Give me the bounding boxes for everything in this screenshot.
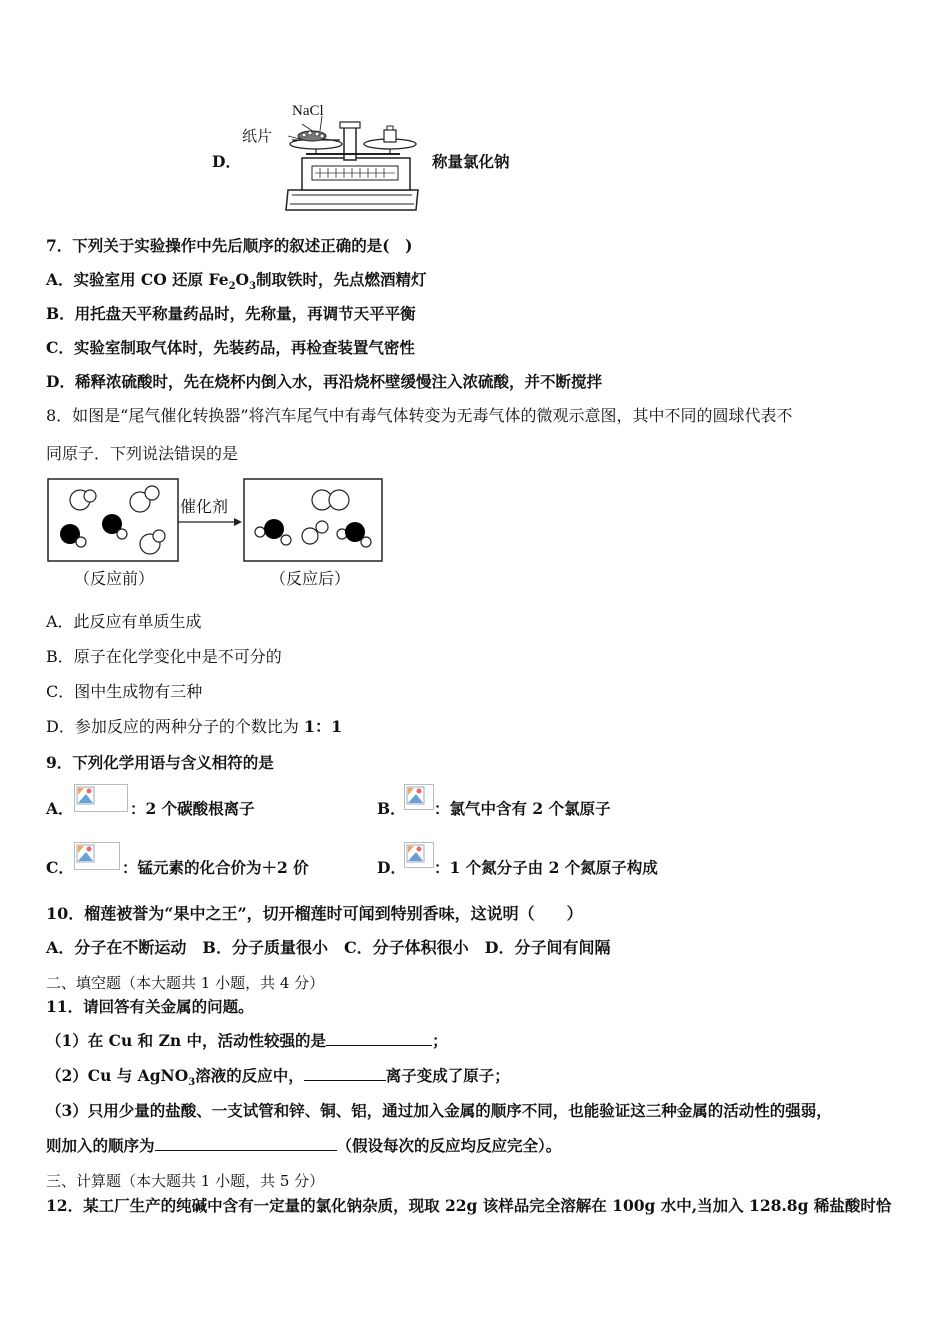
balance-drawing	[240, 98, 420, 216]
paper-label: 纸片	[242, 127, 273, 145]
q9-option-b-label: B．	[377, 799, 406, 818]
section-3-heading: 三、计算题（本大题共 1 小题，共 5 分）	[46, 1172, 325, 1190]
q8-option-d: D．参加反应的两种分子的个数比为 1：1	[46, 717, 343, 736]
q9-stem: 9．下列化学用语与含义相符的是	[46, 753, 274, 772]
q9-option-c-label: C．	[46, 858, 74, 877]
q10-options: A．分子在不断运动 B．分子质量很小 C．分子体积很小 D．分子间有间隔	[46, 938, 611, 957]
after-label: （反应后）	[270, 569, 351, 588]
q8-option-c: C．图中生成物有三种	[46, 682, 203, 701]
nacl-label: NaCl	[292, 103, 324, 119]
q8-option-b: B．原子在化学变化中是不可分的	[46, 647, 282, 666]
q9-option-d-label: D．	[377, 858, 406, 877]
q7-option-a: A．实验室用 CO 还原 $Fe_2O_3$制取铁时，先点燃酒精灯	[46, 270, 427, 293]
image-placeholder-icon	[406, 844, 426, 864]
q8-option-a: A．此反应有单质生成	[46, 612, 202, 631]
q9-option-a-label: A．	[46, 799, 74, 818]
q11-part3-line1: （3）只用少量的盐酸、一支试管和锌、铜、铝，通过加入金属的顺序不同，也能验证这三种金属的活动性的强弱，	[46, 1101, 832, 1120]
before-label: （反应前）	[74, 569, 155, 588]
q7-stem: 7．下列关于实验操作中先后顺序的叙述正确的是( )	[46, 236, 413, 255]
section-2-heading: 二、填空题（本大题共 1 小题，共 4 分）	[46, 974, 325, 992]
q9-option-a-text: ：2 个碳酸根离子	[130, 799, 255, 818]
broken-image-icon	[74, 784, 128, 812]
image-placeholder-icon	[406, 786, 426, 806]
broken-image-icon	[404, 842, 434, 868]
q9-option-b-text: ：氯气中含有 2 个氯原子	[434, 799, 611, 818]
q11-part1: （1）在 Cu 和 Zn 中，活动性较强的是 ；	[46, 1031, 448, 1050]
reaction-svg	[46, 476, 386, 564]
q8-stem-line1: 8．如图是“尾气催化转换器”将汽车尾气中有毒气体转变为无毒气体的微观示意图，其中不同的圆球代表不	[46, 406, 793, 425]
balance-figure	[240, 98, 420, 216]
answer-blank-3[interactable]	[155, 1136, 337, 1151]
q12-stem: 12．某工厂生产的纯碱中含有一定量的氯化钠杂质，现取 22g 该样品完全溶解在 100g 水中,当加入 128.8g 稀盐酸时恰	[46, 1196, 892, 1215]
q11-part2: （2）Cu 与 AgNO$_3$溶液的反应中， 离子变成了原子；	[46, 1066, 510, 1089]
catalyst-label: 催化剂	[180, 497, 229, 516]
q6-option-d-text: 称量氯化钠	[432, 152, 510, 171]
q11-part3-line2: 则加入的顺序为 （假设每次的反应均反应完全）。	[46, 1136, 562, 1155]
q8-stem-line2: 同原子．下列说法错误的是	[46, 444, 239, 463]
answer-blank-2[interactable]	[304, 1066, 386, 1081]
q7-option-c: C．实验室制取气体时，先装药品，再检查装置气密性	[46, 338, 415, 357]
q9-option-c-text: ：锰元素的化合价为＋2 价	[122, 858, 309, 877]
answer-blank-1[interactable]	[326, 1031, 432, 1046]
q6-option-d-label: D．	[212, 152, 241, 171]
broken-image-icon	[404, 784, 434, 810]
q9-option-d-text: ：1 个氮分子由 2 个氮原子构成	[434, 858, 658, 877]
q11-stem: 11．请回答有关金属的问题。	[46, 997, 254, 1016]
image-placeholder-icon	[76, 844, 96, 864]
q7-option-d: D．稀释浓硫酸时，先在烧杯内倒入水，再沿烧杯壁缓慢注入浓硫酸，并不断搅拌	[46, 372, 602, 391]
q7-option-b: B．用托盘天平称量药品时，先称量，再调节天平平衡	[46, 304, 416, 323]
broken-image-icon	[74, 842, 120, 870]
image-placeholder-icon	[76, 786, 96, 806]
reaction-diagram	[46, 476, 386, 564]
q10-stem: 10．榴莲被誉为“果中之王”，切开榴莲时可闻到特别香味，这说明（ ）	[46, 904, 583, 923]
